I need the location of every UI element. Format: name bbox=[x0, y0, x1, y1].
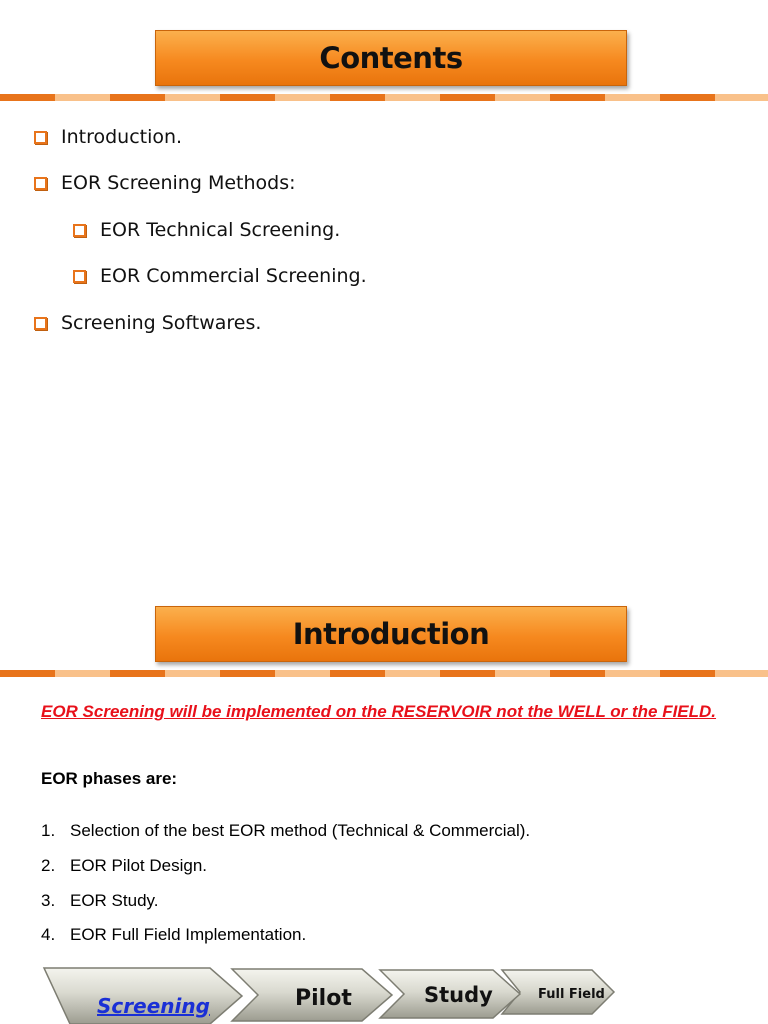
flow-label-study: Study bbox=[424, 983, 493, 1007]
list-number: 3. bbox=[41, 891, 56, 910]
list-item bbox=[73, 219, 340, 241]
square-bullet-icon bbox=[34, 177, 47, 190]
list-item bbox=[41, 891, 159, 911]
list-item bbox=[73, 265, 367, 287]
list-item bbox=[34, 172, 296, 194]
list-item-text: EOR Screening Methods: bbox=[61, 172, 296, 194]
slide-title: Contents bbox=[155, 30, 627, 86]
list-item-text: EOR Pilot Design. bbox=[70, 856, 207, 875]
list-number: 2. bbox=[41, 856, 56, 875]
slide-introduction bbox=[0, 576, 768, 1024]
list-item bbox=[34, 126, 182, 148]
divider-stripe bbox=[0, 670, 768, 677]
list-item-text: Screening Softwares. bbox=[61, 312, 262, 334]
list-item bbox=[41, 821, 530, 841]
flow-label-pilot: Pilot bbox=[295, 986, 352, 1011]
square-bullet-icon bbox=[73, 270, 86, 283]
list-item bbox=[34, 312, 261, 334]
list-number: 1. bbox=[41, 821, 56, 840]
list-item bbox=[41, 856, 207, 876]
list-item-text: Selection of the best EOR method (Technical & Commercial). bbox=[70, 821, 531, 840]
list-item-text: Introduction. bbox=[61, 126, 183, 148]
flow-label-full-field: Full Field bbox=[538, 987, 605, 1002]
list-number: 4. bbox=[41, 925, 56, 944]
phase-flow bbox=[0, 966, 768, 1024]
flow-label-screening: Screening bbox=[97, 994, 210, 1018]
phases-heading: EOR phases are: bbox=[41, 769, 178, 788]
highlight-statement: EOR Screening will be implemented on the RESERVOIR not the WELL or the FIELD. bbox=[41, 702, 717, 721]
list-item-text: EOR Technical Screening. bbox=[100, 219, 341, 241]
square-bullet-icon bbox=[34, 131, 47, 144]
square-bullet-icon bbox=[73, 224, 86, 237]
divider-stripe bbox=[0, 94, 768, 101]
square-bullet-icon bbox=[34, 317, 47, 330]
slide-title: Introduction bbox=[155, 606, 627, 662]
list-item-text: EOR Study. bbox=[70, 891, 159, 910]
list-item-text: EOR Commercial Screening. bbox=[100, 265, 367, 287]
list-item bbox=[41, 925, 306, 945]
list-item-text: EOR Full Field Implementation. bbox=[70, 925, 307, 944]
